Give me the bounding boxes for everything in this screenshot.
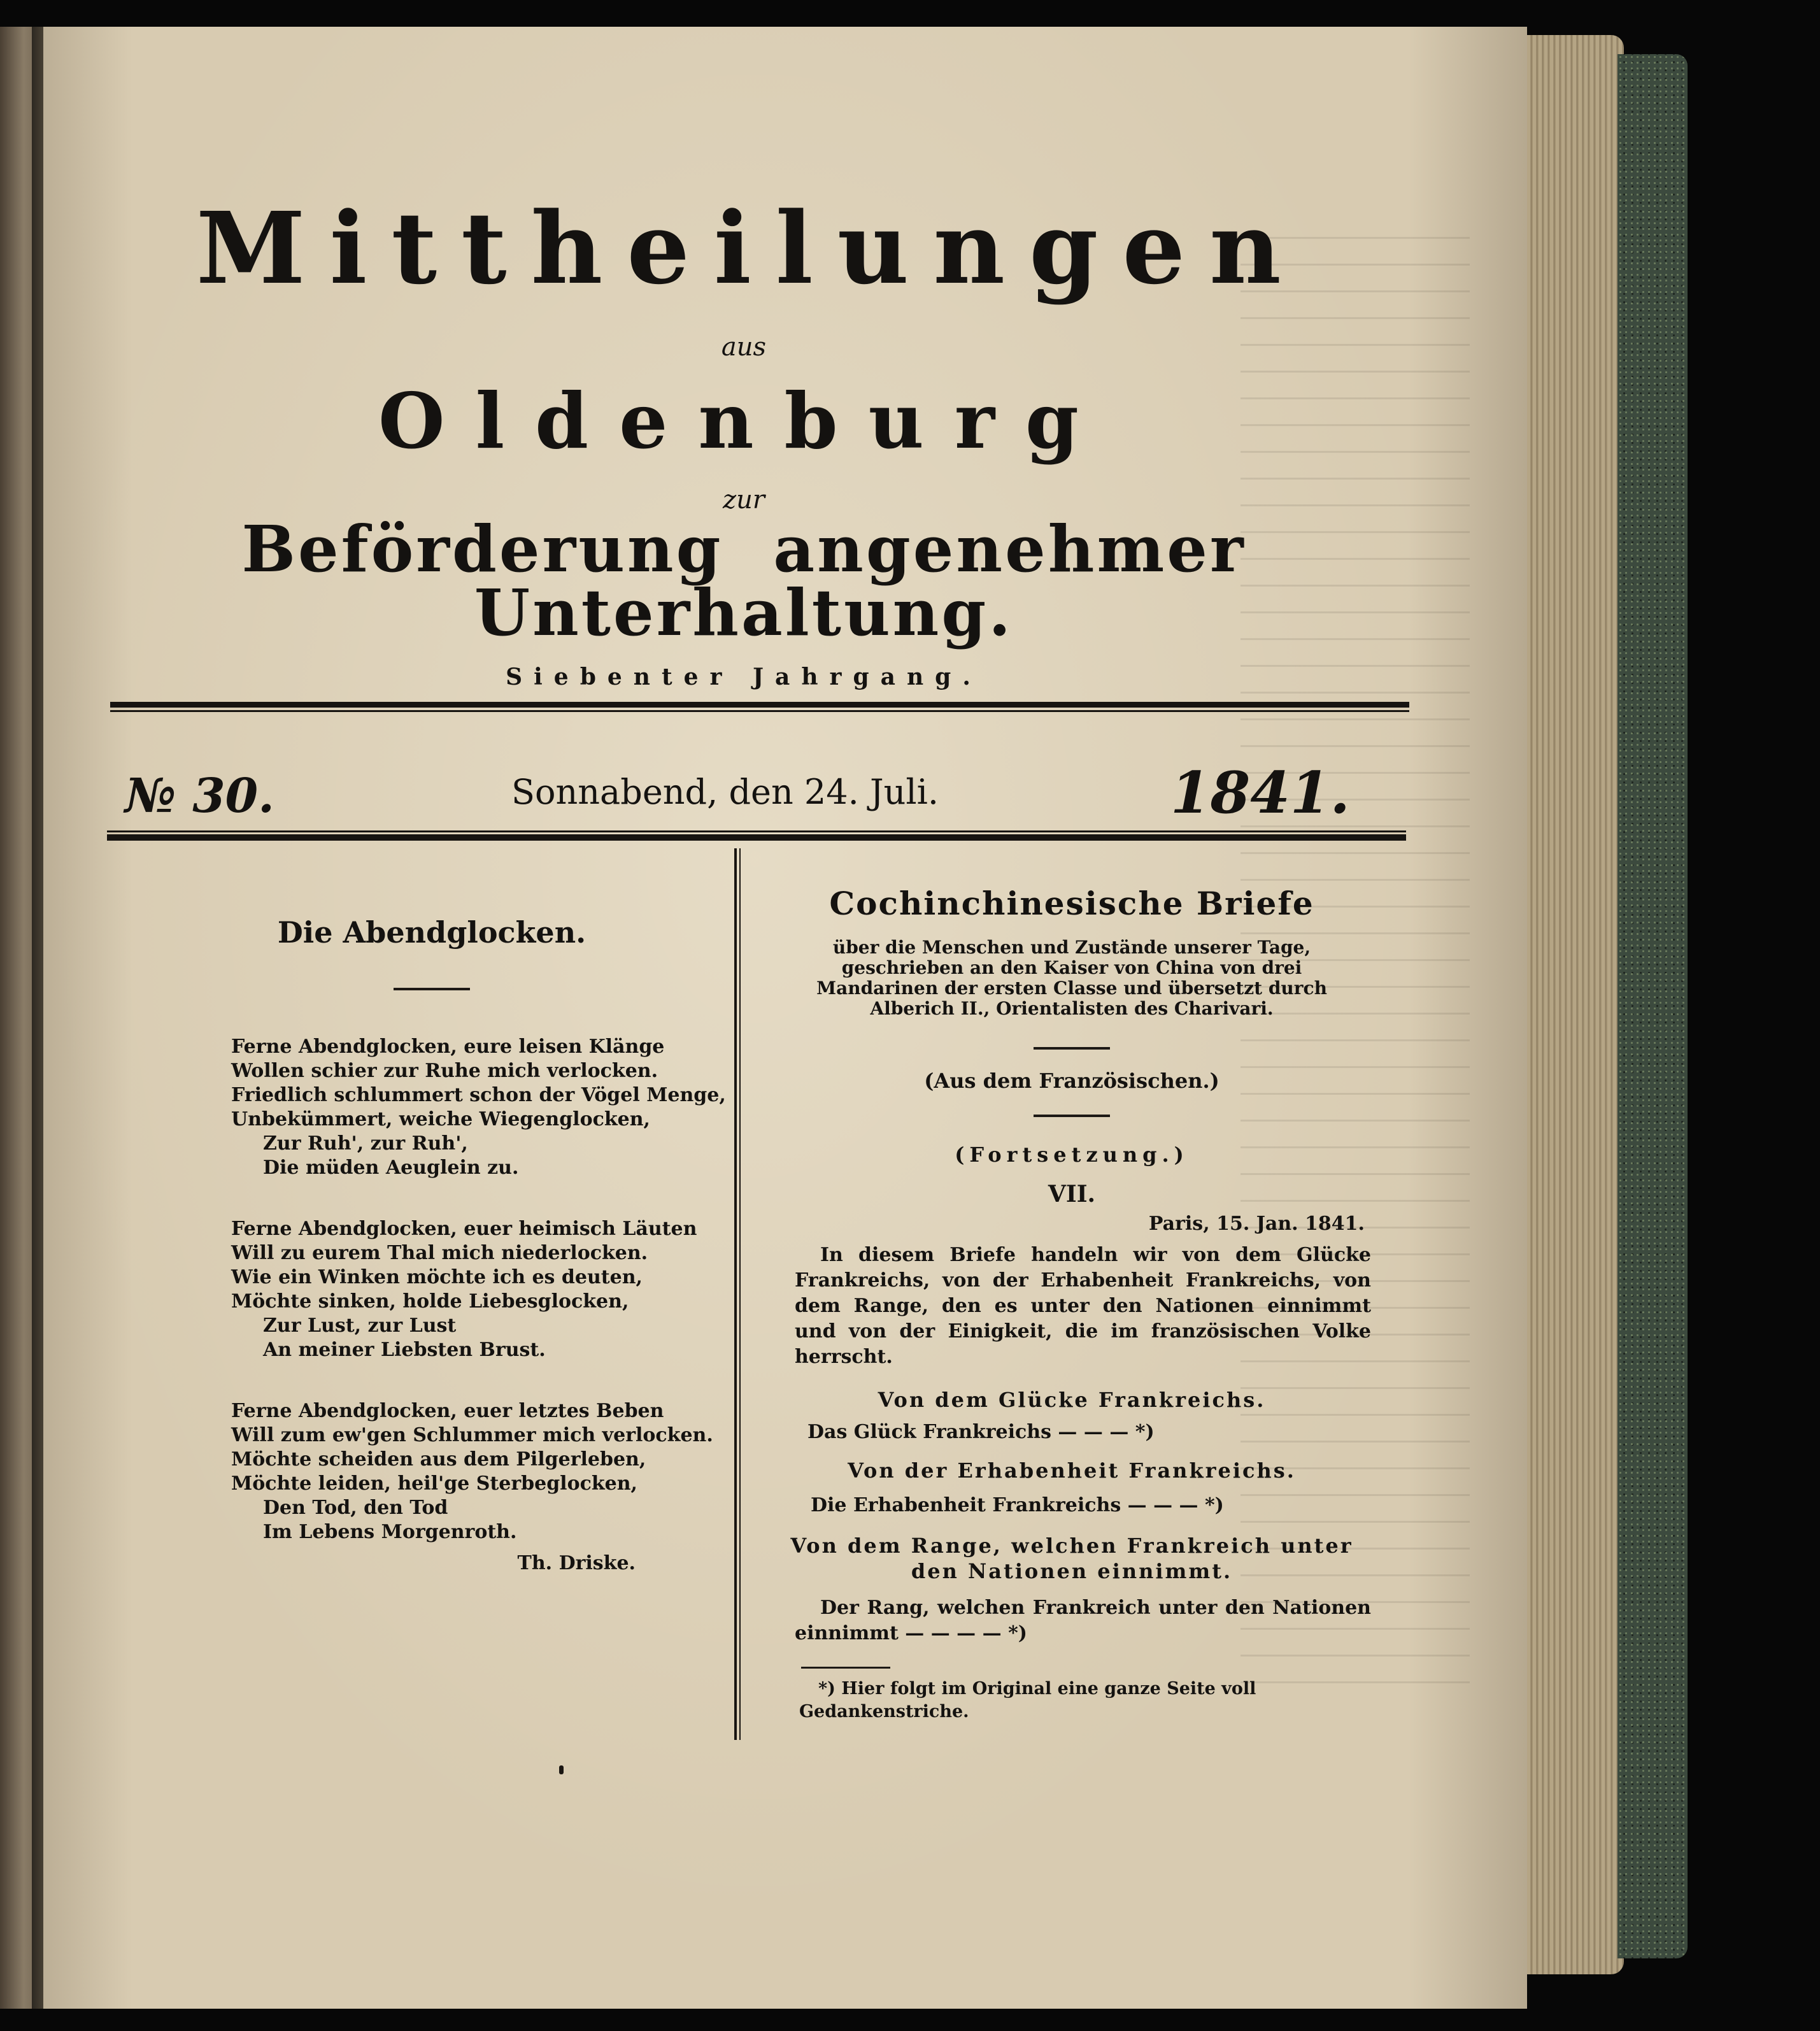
issue-number: № 30. [125, 769, 274, 823]
article-subtitle: über die Menschen und Zustände unserer Tage, geschrieben an den Kaiser von China von drei Mandarinen der ersten Classe und übersetzt durch Alberich II., Orientalisten des Charivari. [816, 937, 1327, 1019]
article-line-1: Das Glück Frankreichs — — — *) [807, 1421, 1155, 1443]
article-line-3: Der Rang, welchen Frankreich unter den Nationen einnimmt — — — — *) [795, 1597, 1371, 1644]
article-footnote: *) Hier folgt im Original eine ganze Seite voll Gedankenstriche. [799, 1679, 1256, 1721]
header-rule-bottom-thin [107, 830, 1406, 832]
poem-title: Die Abendglocken. [277, 915, 587, 950]
article-section: VII. [1048, 1181, 1096, 1208]
poem-line: Wie ein Winken möchte ich es deuten, [231, 1266, 643, 1288]
poem-line: Ferne Abendglocken, euer letztes Beben [231, 1400, 664, 1422]
page-stack-edge [1516, 35, 1624, 1974]
masthead-aus: aus [721, 332, 767, 362]
newspaper-page [43, 27, 1527, 2009]
poem-line: Wollen schier zur Ruhe mich verlocken. [231, 1060, 658, 1082]
article-title: Cochinchinesische Briefe [829, 885, 1314, 922]
poem-author: Th. Driske. [517, 1552, 636, 1574]
poem-line: Will zu eurem Thal mich niederlocken. [231, 1242, 648, 1264]
poem-stanza-1 [231, 1035, 757, 1180]
header-rule-top-thin [110, 710, 1409, 712]
poem-line: Ferne Abendglocken, euer heimisch Läuten [231, 1218, 697, 1240]
poem-line: Will zum ew'gen Schlummer mich verlocken. [231, 1424, 713, 1446]
masthead-zur: zur [723, 485, 765, 515]
poem-line: Möchte leiden, heil'ge Sterbeglocken, [231, 1472, 637, 1495]
masthead-subtitle: Beförderung angenehmer Unterhaltung. [241, 511, 1246, 650]
header-rule-bottom [107, 834, 1406, 841]
poem-line: Die müden Aeuglein zu. [263, 1157, 519, 1179]
masthead-title: Mittheilungen [196, 190, 1305, 306]
poem-line: Möchte sinken, holde Liebesglocken, [231, 1290, 629, 1313]
edition-line: Siebenter Jahrgang. [506, 664, 982, 690]
poem-line: Im Lebens Morgenroth. [263, 1521, 517, 1543]
article-line-3-wrap [795, 1595, 1371, 1646]
masthead-city: Oldenburg [378, 376, 1109, 466]
poem-stanza-3 [231, 1399, 757, 1544]
article-rule-2 [1034, 1115, 1110, 1117]
article-dateline: Paris, 15. Jan. 1841. [1148, 1213, 1365, 1235]
article-source: (Aus dem Französischen.) [924, 1069, 1219, 1093]
article-heading-2: Von der Erhabenheit Frankreichs. [848, 1458, 1296, 1483]
article-rule-1 [1034, 1047, 1110, 1050]
poem-line: Friedlich schlummert schon der Vögel Menge, [231, 1084, 726, 1106]
poem-line: An meiner Liebsten Brust. [263, 1339, 546, 1361]
ink-speck [559, 1765, 564, 1774]
poem-column [107, 867, 757, 1574]
book-cover-board [1617, 54, 1688, 1958]
poem-line: Den Tod, den Tod [263, 1497, 448, 1519]
poem-line: Zur Lust, zur Lust [263, 1315, 457, 1337]
article-column [753, 858, 1390, 1723]
header-rule-top [110, 702, 1409, 708]
article-intro-text: In diesem Briefe handeln wir von dem Glücke Frankreichs, von der Erhabenheit Frankreichs, von dem Range, den es unter den Nationen einnimmt und von der Einigkeit, die im französischen Volke herrscht. [795, 1244, 1371, 1368]
article-continuation: (Fortsetzung.) [955, 1143, 1189, 1167]
issue-year: 1841. [1170, 759, 1350, 827]
article-line-2: Die Erhabenheit Frankreichs — — — *) [811, 1494, 1224, 1516]
article-intro [795, 1243, 1371, 1370]
poem-stanza-2 [231, 1217, 757, 1362]
article-heading-3: Von dem Range, welchen Frankreich unter den Nationen einnimmt. [790, 1534, 1353, 1583]
article-heading-1: Von dem Glücke Frankreichs. [878, 1388, 1266, 1412]
poem-line: Ferne Abendglocken, eure leisen Klänge [231, 1036, 665, 1058]
poem-line: Zur Ruh', zur Ruh', [263, 1132, 468, 1155]
poem-line: Unbekümmert, weiche Wiegenglocken, [231, 1108, 650, 1130]
poem-line: Möchte scheiden aus dem Pilgerleben, [231, 1448, 646, 1471]
footnote-rule [801, 1667, 890, 1669]
issue-date: Sonnabend, den 24. Juli. [511, 772, 939, 812]
